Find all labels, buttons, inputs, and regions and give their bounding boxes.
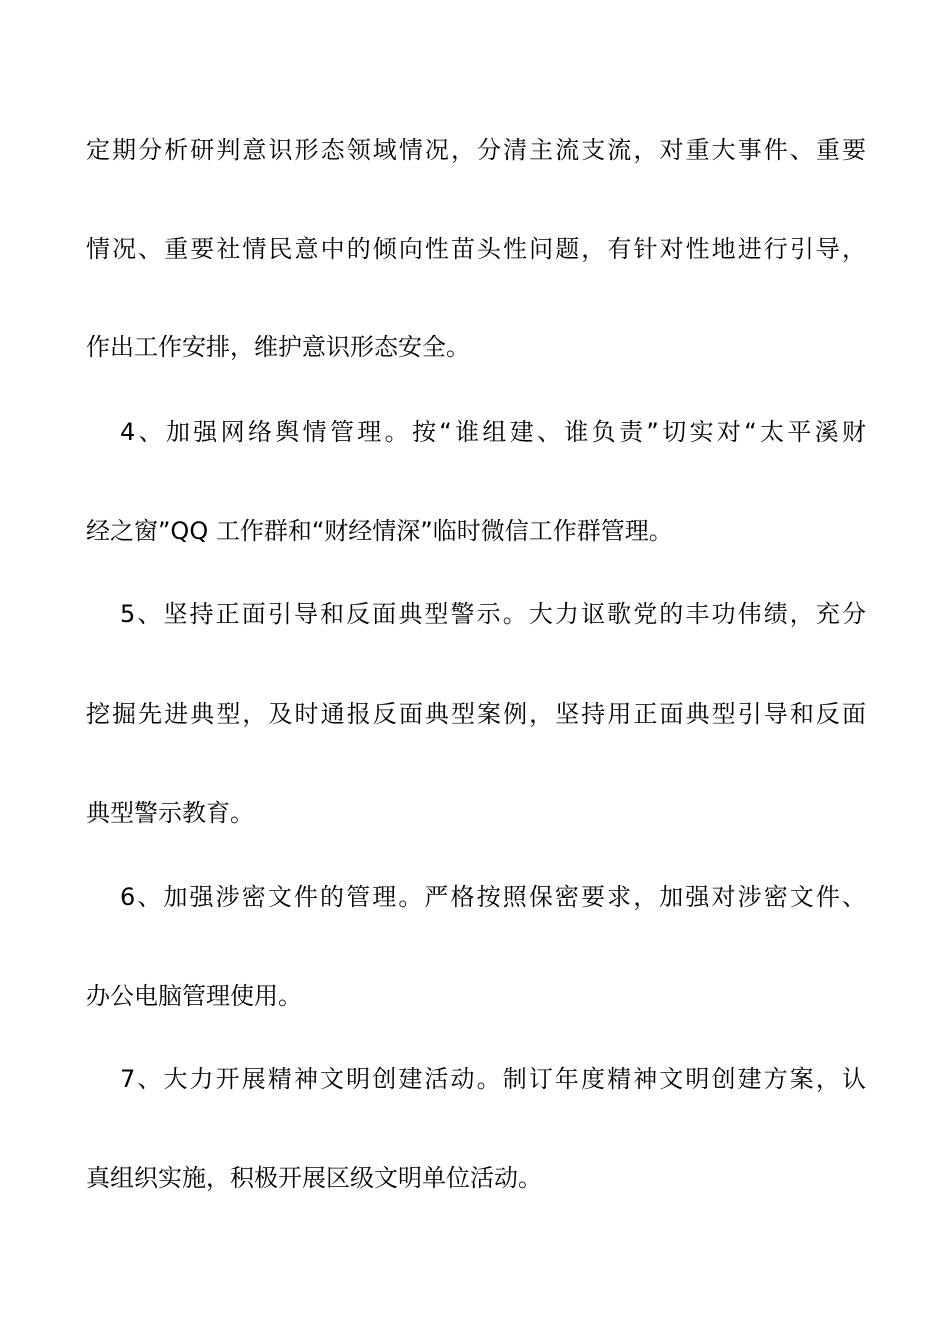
paragraph-line: 典型警示教育。 [86,799,254,827]
paragraph-line: 办公电脑管理使用。 [86,982,302,1010]
paragraph-line: 5、坚持正面引导和反面典型警示。大力讴歌党的丰功伟绩，充分 [120,600,866,628]
paragraph-line: 6、加强涉密文件的管理。严格按照保密要求，加强对涉密文件、 [120,883,866,911]
paragraph-line: 情况、重要社情民意中的倾向性苗头性问题，有针对性地进行引导， [86,235,866,263]
paragraph-line: 定期分析研判意识形态领域情况，分清主流支流，对重大事件、重要 [86,136,866,164]
paragraph-line: 7、大力开展精神文明创建活动。制订年度精神文明创建方案，认 [120,1065,866,1093]
paragraph-line: 经之窗”QQ 工作群和“财经情深”临时微信工作群管理。 [86,517,673,545]
paragraph-line: 4、加强网络舆情管理。按“谁组建、谁负责”切实对“太平溪财 [120,418,866,446]
paragraph-line: 挖掘先进典型，及时通报反面典型案例，坚持用正面典型引导和反面 [86,700,866,728]
paragraph-line: 作出工作安排，维护意识形态安全。 [86,333,470,361]
paragraph-line: 真组织实施，积极开展区级文明单位活动。 [86,1164,542,1192]
